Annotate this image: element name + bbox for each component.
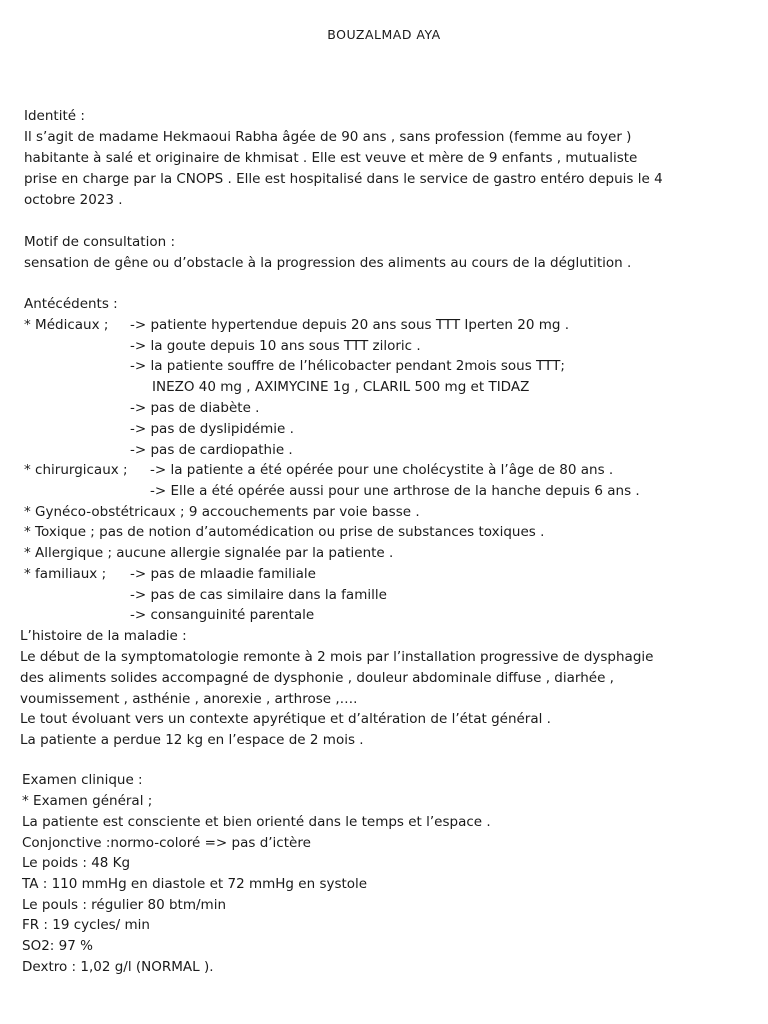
histoire-line: Le tout évoluant vers un contexte apyrétique et d’altération de l’état général .	[20, 711, 551, 727]
identite-line: octobre 2023 .	[24, 192, 123, 208]
gyneco-line: * Gynéco-obstétricaux ; 9 accouchements par voie basse .	[24, 504, 420, 520]
allergique-line: * Allergique ; aucune allergie signalée par la patiente .	[24, 545, 394, 561]
chirurgicaux-item: -> la patiente a été opérée pour une cholécystite à l’âge de 80 ans .	[150, 462, 614, 478]
examen-line: Conjonctive :normo-coloré => pas d’ictère	[22, 835, 311, 851]
examen-line: Le poids : 48 Kg	[22, 855, 131, 871]
examen-line: FR : 19 cycles/ min	[22, 917, 150, 933]
familiaux-item: -> pas de mlaadie familiale	[130, 566, 316, 582]
examen-line: Le pouls : régulier 80 btm/min	[22, 897, 227, 913]
histoire-line: des aliments solides accompagné de dysphonie , douleur abdominale diffuse , diarhée ,	[20, 670, 614, 686]
familiaux-item: -> pas de cas similaire dans la famille	[130, 587, 387, 603]
medicaux-item: -> la goute depuis 10 ans sous TTT ziloric .	[130, 338, 421, 354]
medicaux-item: -> pas de diabète .	[130, 400, 260, 416]
medicaux-item: -> la patiente souffre de l’hélicobacter pendant 2mois sous TTT;	[130, 358, 565, 374]
identite-line: prise en charge par la CNOPS . Elle est hospitalisé dans le service de gastro entéro depuis le 4	[24, 171, 663, 187]
medicaux-item-continued: INEZO 40 mg , AXIMYCINE 1g , CLARIL 500 mg et TIDAZ	[152, 379, 530, 395]
familiaux-label: * familiaux ;	[24, 566, 107, 582]
examen-subheading: * Examen général ;	[22, 793, 153, 809]
chirurgicaux-label: * chirurgicaux ;	[24, 462, 128, 478]
identite-heading: Identité :	[24, 108, 85, 124]
medicaux-item: -> patiente hypertendue depuis 20 ans sous TTT Iperten 20 mg .	[130, 317, 570, 333]
chirurgicaux-item: -> Elle a été opérée aussi pour une arthrose de la hanche depuis 6 ans .	[150, 483, 640, 499]
examen-line: Dextro : 1,02 g/l (NORMAL ).	[22, 959, 214, 975]
examen-line: TA : 110 mmHg en diastole et 72 mmHg en systole	[22, 876, 368, 892]
motif-heading: Motif de consultation :	[24, 234, 176, 250]
examen-line: SO2: 97 %	[22, 938, 93, 954]
author-name: BOUZALMAD AYA	[327, 27, 441, 42]
examen-line: La patiente est consciente et bien orienté dans le temps et l’espace .	[22, 814, 491, 830]
antecedents-heading: Antécédents :	[24, 296, 118, 312]
histoire-line: La patiente a perdue 12 kg en l’espace de 2 mois .	[20, 732, 364, 748]
histoire-line: Le début de la symptomatologie remonte à 2 mois par l’installation progressive de dysphagie	[20, 649, 654, 665]
identite-line: Il s’agit de madame Hekmaoui Rabha âgée de 90 ans , sans profession (femme au foyer )	[24, 129, 632, 145]
familiaux-item: -> consanguinité parentale	[130, 607, 315, 623]
motif-text: sensation de gêne ou d’obstacle à la progression des aliments au cours de la déglutition .	[24, 255, 632, 271]
identite-line: habitante à salé et originaire de khmisat . Elle est veuve et mère de 9 enfants , mutualiste	[24, 150, 638, 166]
medicaux-item: -> pas de dyslipidémie .	[130, 421, 294, 437]
histoire-line: voumissement , asthénie , anorexie , arthrose ,….	[20, 691, 358, 707]
medicaux-item: -> pas de cardiopathie .	[130, 442, 293, 458]
examen-heading: Examen clinique :	[22, 772, 143, 788]
medicaux-label: * Médicaux ;	[24, 317, 109, 333]
histoire-heading: L’histoire de la maladie :	[20, 628, 187, 644]
toxique-line: * Toxique ; pas de notion d’automédication ou prise de substances toxiques .	[24, 524, 545, 540]
